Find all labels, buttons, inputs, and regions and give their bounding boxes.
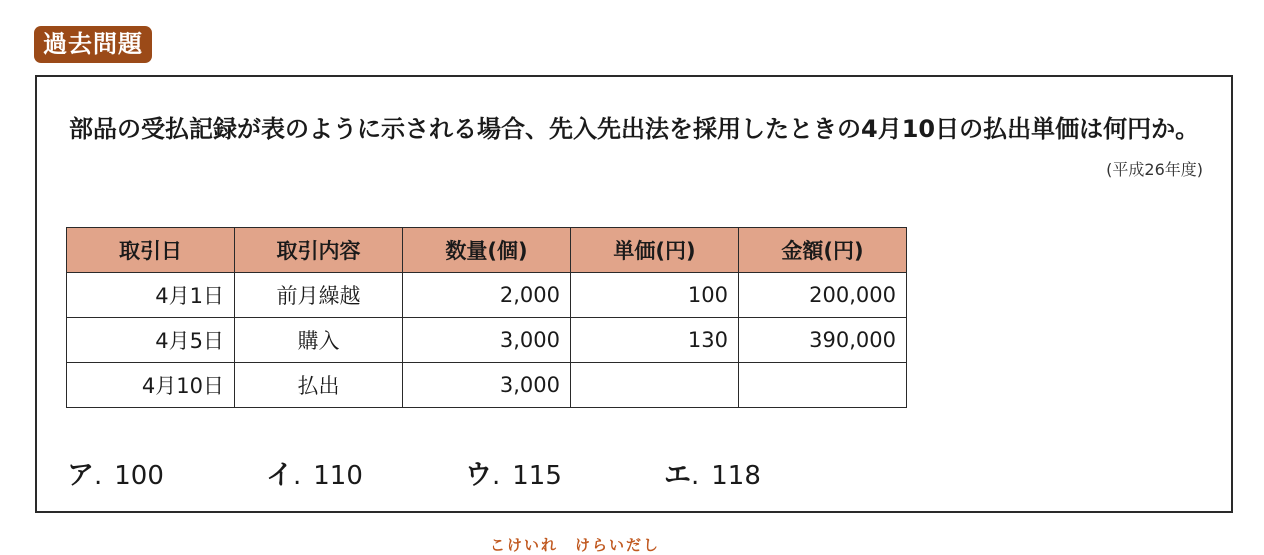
question-text: 部品の受払記録が表のように示される場合、先入先出法を採用したときの4月10日の払出単価は何円か。 bbox=[69, 115, 1200, 143]
cell-amount bbox=[739, 363, 907, 408]
cell-unit-price: 100 bbox=[571, 273, 739, 318]
table-header-row bbox=[67, 228, 907, 273]
choice-value: 100 bbox=[114, 461, 164, 491]
cell-amount: 200,000 bbox=[739, 273, 907, 318]
choice-label: エ bbox=[664, 460, 691, 491]
table-row bbox=[67, 363, 907, 408]
cell-unit-price: 130 bbox=[571, 318, 739, 363]
cell-transaction: 購入 bbox=[235, 318, 403, 363]
choice-label: ウ bbox=[465, 460, 492, 491]
header-date: 取引日 bbox=[67, 228, 235, 273]
footer-ruby-text: こけいれ けらいだし bbox=[490, 536, 661, 554]
cell-date: 4月10日 bbox=[67, 363, 235, 408]
choice-value: 118 bbox=[711, 461, 761, 491]
cell-date: 4月5日 bbox=[67, 318, 235, 363]
choice-value: 115 bbox=[512, 461, 562, 491]
table-row bbox=[67, 273, 907, 318]
cell-amount: 390,000 bbox=[739, 318, 907, 363]
choice-u[interactable]: ウ . 115 bbox=[465, 453, 664, 492]
cell-quantity: 3,000 bbox=[403, 363, 571, 408]
table-row bbox=[67, 318, 907, 363]
cell-date: 4月1日 bbox=[67, 273, 235, 318]
header-unit-price: 単価(円) bbox=[571, 228, 739, 273]
choice-e[interactable]: エ . 118 bbox=[664, 453, 863, 492]
question-box bbox=[35, 75, 1233, 513]
header-quantity: 数量(個) bbox=[403, 228, 571, 273]
choice-label: イ bbox=[266, 460, 293, 491]
choice-a[interactable]: ア . 100 bbox=[67, 453, 266, 492]
receipt-payment-table bbox=[66, 227, 907, 408]
answer-choices bbox=[67, 453, 863, 492]
exam-year-label: (平成26年度) bbox=[1106, 160, 1203, 179]
past-question-badge: 過去問題 bbox=[34, 26, 152, 63]
cell-transaction: 前月繰越 bbox=[235, 273, 403, 318]
choice-label: ア bbox=[67, 460, 94, 491]
choice-i[interactable]: イ . 110 bbox=[266, 453, 465, 492]
cell-unit-price bbox=[571, 363, 739, 408]
header-transaction: 取引内容 bbox=[235, 228, 403, 273]
header-amount: 金額(円) bbox=[739, 228, 907, 273]
cell-quantity: 3,000 bbox=[403, 318, 571, 363]
cell-quantity: 2,000 bbox=[403, 273, 571, 318]
choice-value: 110 bbox=[313, 461, 363, 491]
cell-transaction: 払出 bbox=[235, 363, 403, 408]
